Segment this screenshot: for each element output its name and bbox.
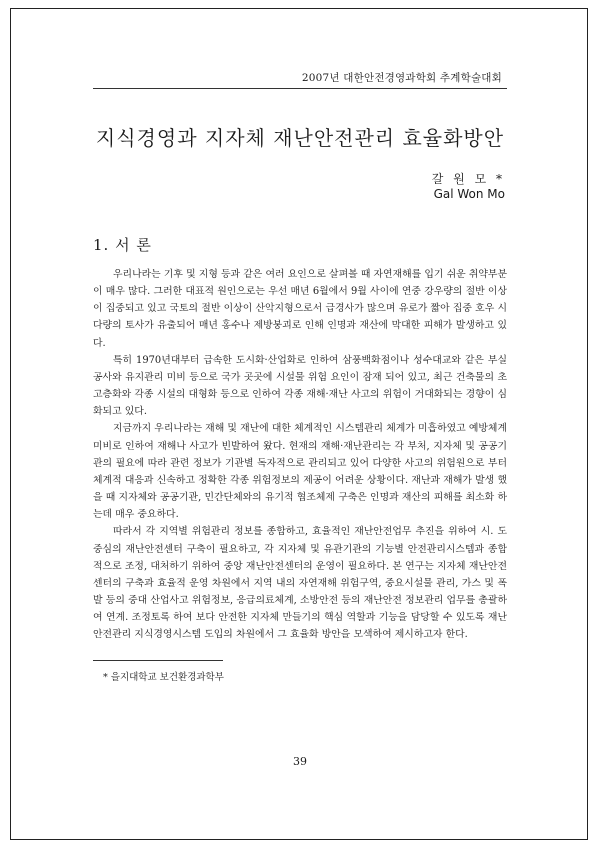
section-heading: 1. 서 론	[93, 236, 152, 254]
paragraph: 특히 1970년대부터 급속한 도시화·산업화로 인하여 삼풍백화점이나 성수대교와 같은 부실공사와 유지관리 미비 등으로 국가 곳곳에 시설물 위험 요인이 잠재 되어 있고, 최근 건축물의 초고층화와 각종 시설의 대형화 등으로 인하여 각종 재해·재난 사고의 위험이 거대화되는 경향이 심화되고 있다.	[93, 354, 507, 418]
header-divider	[93, 88, 507, 89]
paragraph: 지금까지 우리나라는 재해 및 재난에 대한 체계적인 시스템관리 체계가 미흡하였고 예방체계 미비로 인하여 재해나 사고가 빈발하여 왔다. 현재의 재해·재난관리는 각 부처, 지자체 및 공공기관의 필요에 따라 관련 정보가 기관별 독자적으로 관리되고 있어 다양한 사고의 위험원으로 부터 체계적 대응과 신속하고 정확한 각종 위험정보의 제공이 어려운 상황이다. 재난과 재해가 발생 했을 때 지자체와 공공기관, 민간단체와의 유기적 협조체제 구축은 인명과 재산의 피해를 최소화 하는데 매우 중요하다.	[93, 423, 507, 521]
page-number: 39	[293, 755, 307, 768]
paragraph: 우리나라는 기후 및 지형 등과 같은 여러 요인으로 살펴볼 때 자연재해를 입기 쉬운 취약부분이 매우 많다. 그러한 대표적 원인으로는 우선 매년 6월에서 9월 사이에 연중 강우량의 절반 이상이 집중되고 있고 국토의 절반 이상이 산악지형으로서 급경사가 많으며 유로가 짧아 집중 호우 시 다량의 토사가 유출되어 매년 홍수나 제방붕괴로 인해 인명과 재산에 막대한 피해가 발생하고 있다.	[93, 269, 507, 349]
running-header: 2007년 대한안전경영과학회 추계학술대회	[301, 72, 502, 84]
footnote-divider	[93, 660, 223, 661]
paragraph: 따라서 각 지역별 위험관리 정보를 종합하고, 효율적인 재난안전업무 추진을 위하여 시. 도 중심의 재난안전센터 구축이 필요하고, 각 지자체 및 유관기관의 기능별 안전관리시스템과 종합적으로 조정, 대처하기 위하여 중앙 재난안전센터의 운영이 필요하다. 본 연구는 지자체 재난안전센터의 구축과 효율적 운영 차원에서 지역 내의 자연재해 위험구역, 중요시설물 관리, 가스 및 폭발 등의 중대 산업사고 위험정보, 응급의료체계, 소방안전 등의 재난안전 정보관리 업무를 총괄하여 연계. 조정토록 하여 보다 안전한 지자체 만들기의 핵심 역할과 기능을 담당할 수 있도록 재난안전관리 지식경영시스템 도입의 차원에서 그 효율화 방안을 모색하여 제시하고자 한다.	[93, 526, 507, 641]
paper-title: 지식경영과 지자체 재난안전관리 효율화방안	[95, 126, 505, 150]
author-name-english: Gal Won Mo	[433, 187, 505, 201]
author-name-korean: 갈 원 모 *	[431, 172, 505, 186]
footnote: * 을지대학교 보건환경과학부	[103, 672, 224, 683]
body-text	[93, 266, 507, 643]
